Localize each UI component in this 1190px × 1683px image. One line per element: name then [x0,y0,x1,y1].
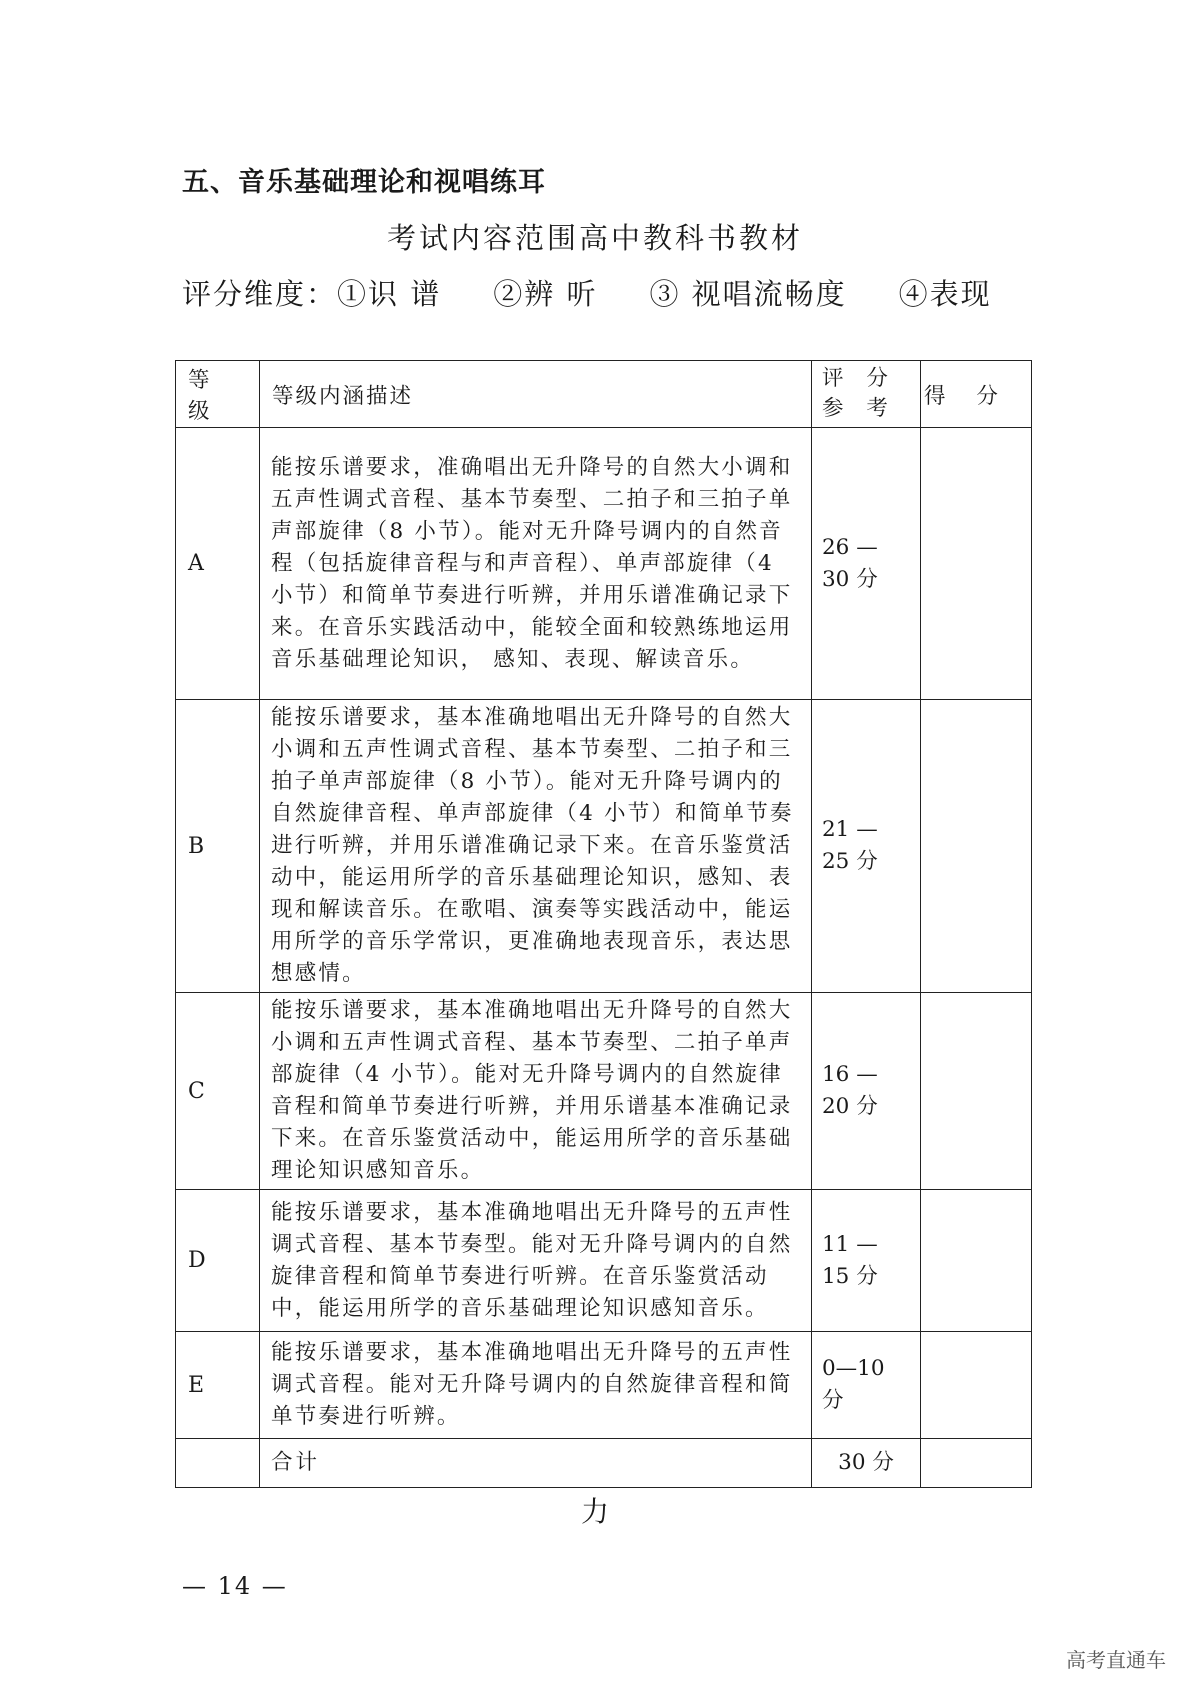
reference-cell: 26 — 30 分 [812,428,921,700]
grade-cell: D [176,1190,260,1332]
description-cell: 能按乐谱要求，基本准确地唱出无升降号的自然大小调和五声性调式音程、基本节奏型、二拍子和三拍子单声部旋律（8 小节）。能对无升降号调内的自然旋律音程、单声部旋律（4 小节）和简单节奏进行听辨，并用乐谱准确记录下来。在音乐鉴赏活动中，能运用所学的音乐基础理论知识，感知、表现和解读音乐。在歌唱、演奏等实践活动中，能运用所学的音乐学常识，更准确地表现音乐，表达思想感情。 [260,700,812,993]
score-cell [921,1190,1032,1332]
reference-cell: 21 — 25 分 [812,700,921,993]
table-row [176,700,1032,993]
header-score: 得 分 [921,361,1032,428]
header-description: 等级内涵描述 [260,361,812,428]
description-cell: 能按乐谱要求，基本准确地唱出无升降号的自然大小调和五声性调式音程、基本节奏型、二拍子单声部旋律（4 小节）。能对无升降号调内的自然旋律音程和简单节奏进行听辨，并用乐谱基本准确记录下来。在音乐鉴赏活动中，能运用所学的音乐基础理论知识感知音乐。 [260,993,812,1190]
reference-cell: 16 — 20 分 [812,993,921,1190]
grade-cell [176,1439,260,1488]
scoring-dimensions [182,272,992,313]
score-cell [921,428,1032,700]
dimension-item: ③ 视唱流畅度 [649,277,847,311]
stray-character: 力 [580,1495,609,1528]
dimension-item: ①识 谱 [337,277,442,311]
subtitle: 考试内容范围高中教科书教材 [386,221,803,255]
table-row [176,1190,1032,1332]
table-row [176,993,1032,1190]
table-row [176,1332,1032,1439]
dimensions-label: 评分维度： [182,277,338,311]
reference-cell: 0—10 分 [812,1332,921,1439]
reference-cell: 11 — 15 分 [812,1190,921,1332]
section-heading: 五、音乐基础理论和视唱练耳 [182,167,546,198]
description-cell: 能按乐谱要求，基本准确地唱出无升降号的五声性调式音程。能对无升降号调内的自然旋律音程和简单节奏进行听辨。 [260,1332,812,1439]
dimension-item: ④表现 [898,277,992,311]
grade-cell: A [176,428,260,700]
dimension-item: ②辨 听 [493,277,598,311]
total-reference: 30 分 [812,1439,921,1488]
score-cell [921,700,1032,993]
score-cell [921,1332,1032,1439]
table-header-row [176,361,1032,428]
description-cell: 能按乐谱要求，准确唱出无升降号的自然大小调和五声性调式音程、基本节奏型、二拍子和三拍子单声部旋律（8 小节）。能对无升降号调内的自然音程（包括旋律音程与和声音程）、单声部旋律（4 小节）和简单节奏进行听辨，并用乐谱准确记录下来。在音乐实践活动中，能较全面和较熟练地运用音乐基础理论知识， 感知、表现、解读音乐。 [260,428,812,700]
table-total-row [176,1439,1032,1488]
description-cell: 能按乐谱要求，基本准确地唱出无升降号的五声性调式音程、基本节奏型。能对无升降号调内的自然旋律音程和简单节奏进行听辨。在音乐鉴赏活动中，能运用所学的音乐基础理论知识感知音乐。 [260,1190,812,1332]
total-label: 合计 [260,1439,812,1488]
header-reference: 评 分 参 考 [812,361,921,428]
grade-cell: C [176,993,260,1190]
score-cell [921,993,1032,1190]
page-number: — 14 — [182,1572,288,1600]
table-row [176,428,1032,700]
grade-cell: E [176,1332,260,1439]
header-grade: 等 级 [176,361,260,428]
grade-cell: B [176,700,260,993]
watermark: 高考直通车 [1066,1648,1166,1672]
total-score [921,1439,1032,1488]
grading-table [175,360,1032,1488]
